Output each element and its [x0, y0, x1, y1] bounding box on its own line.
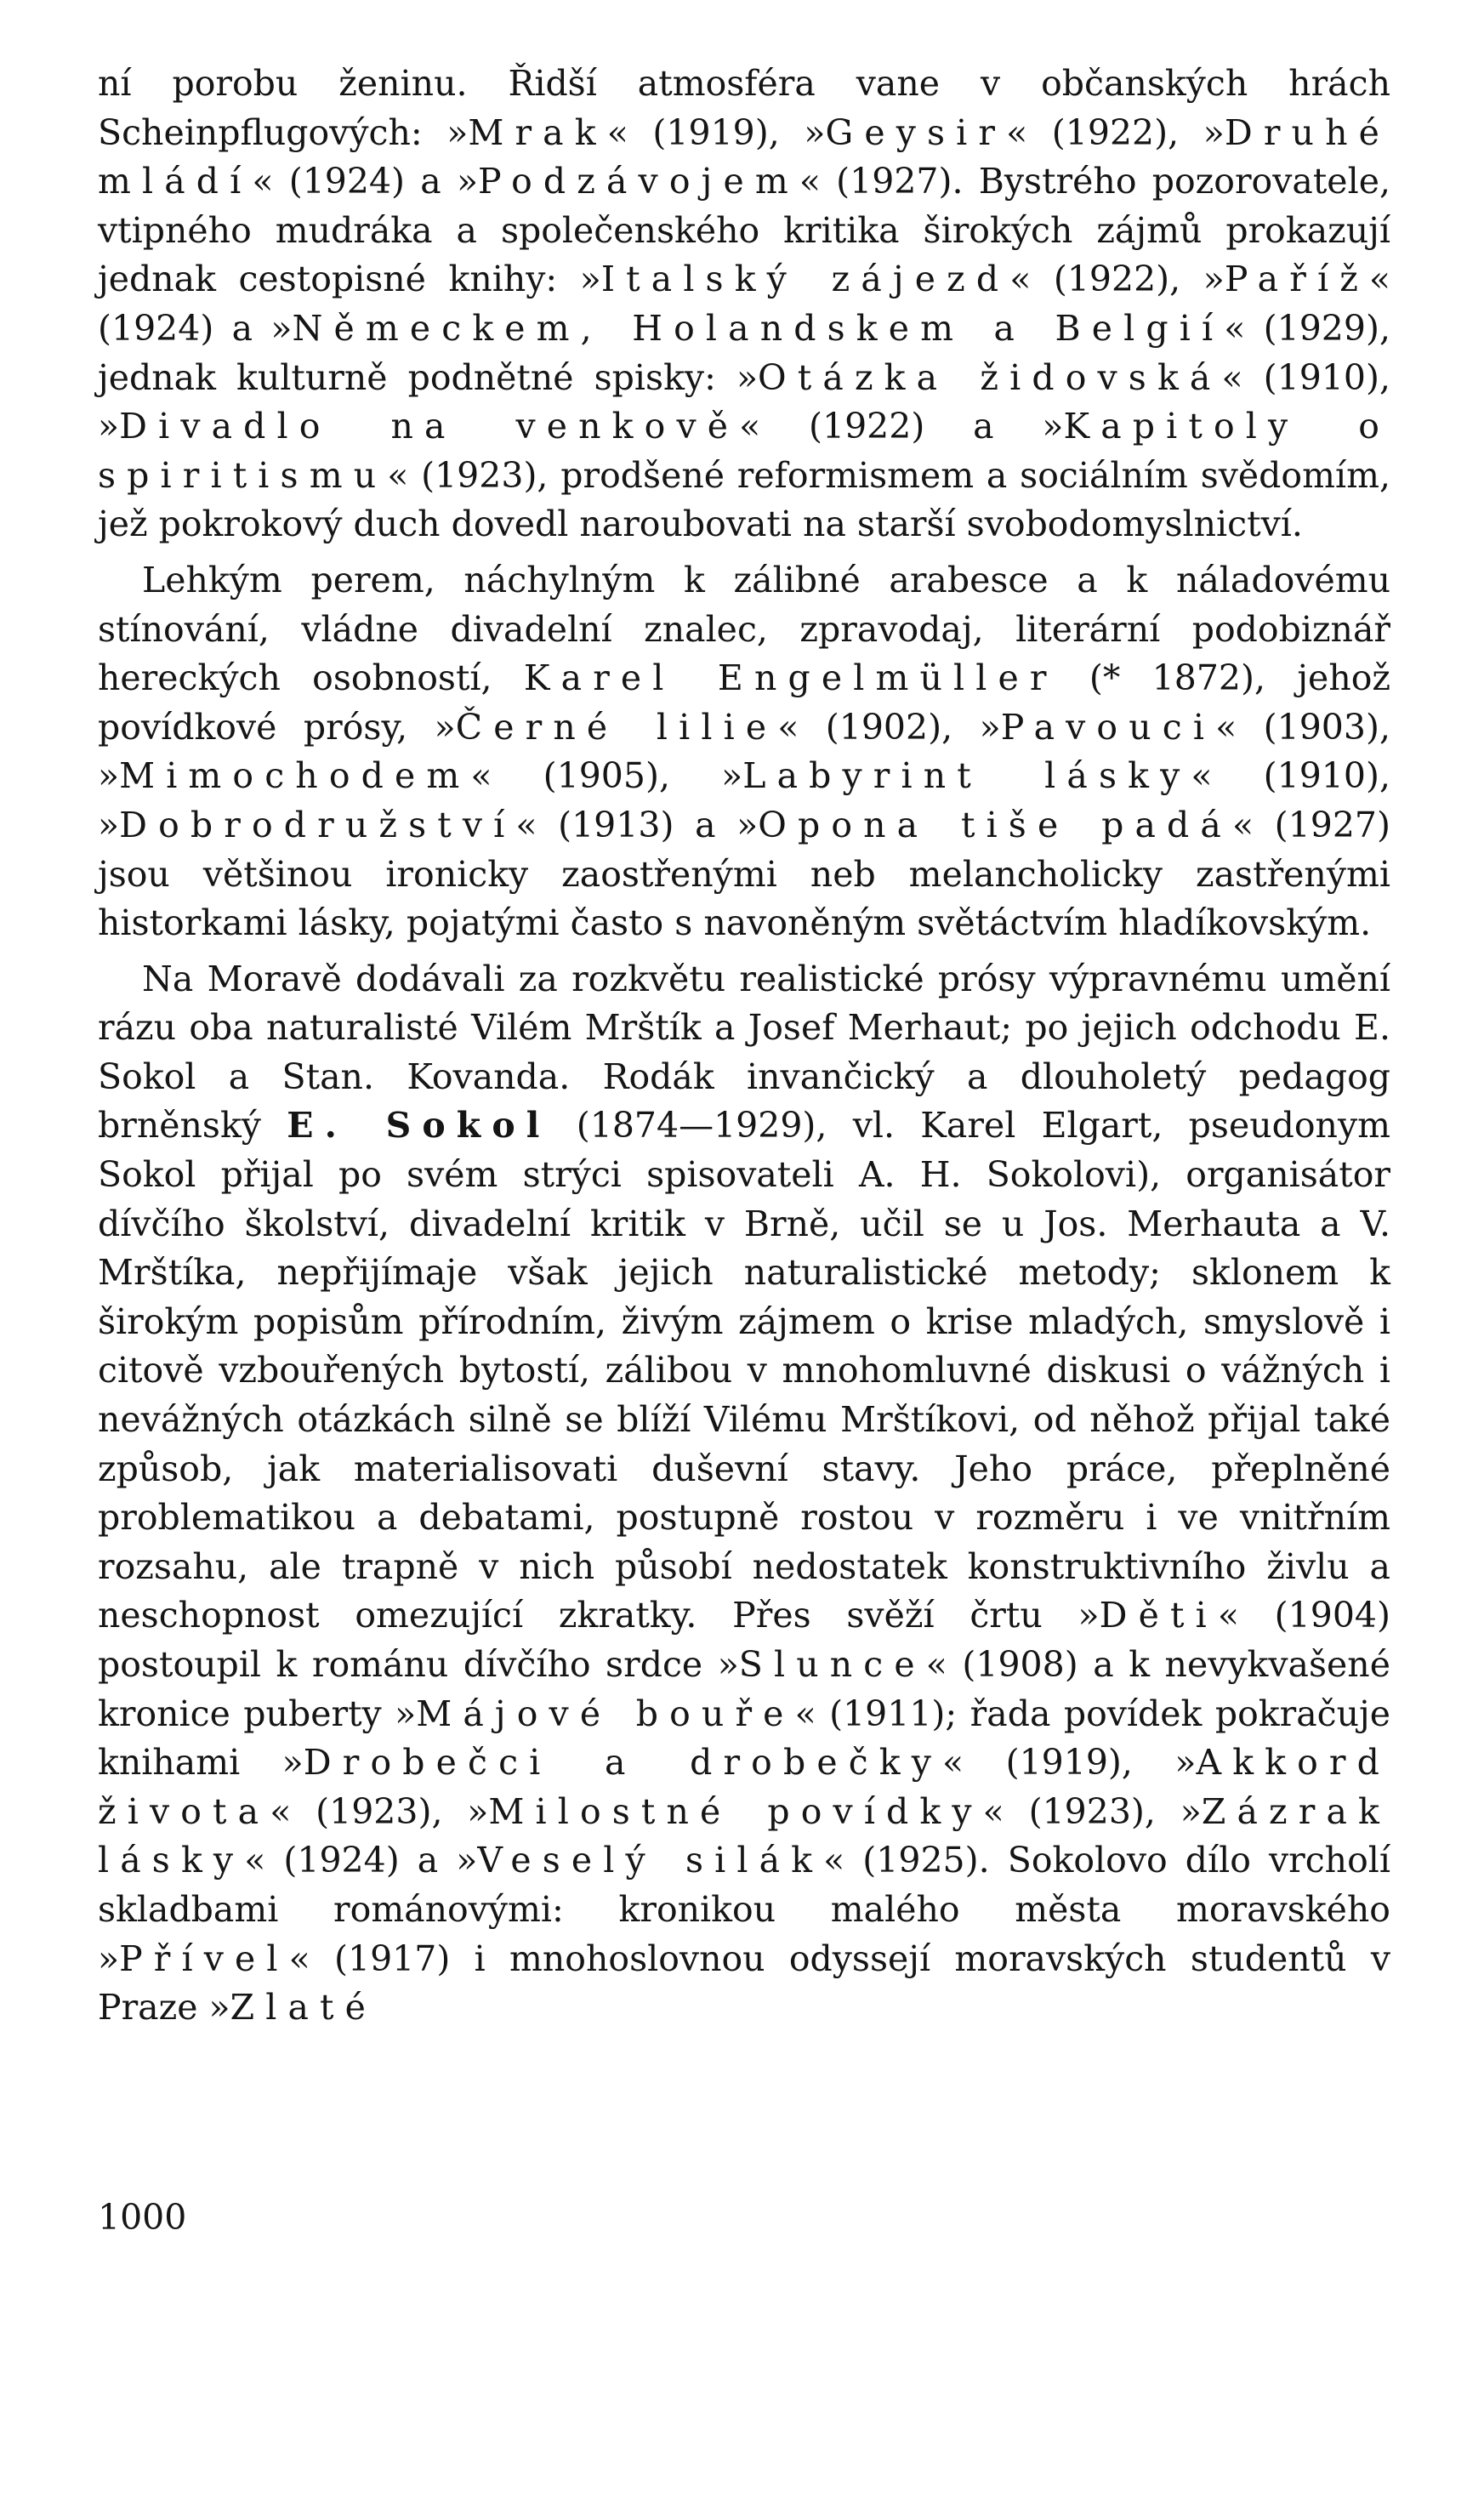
spaced-title: Akkord života [98, 1742, 1391, 1832]
spaced-title: Drobečci a drobečky [303, 1742, 943, 1784]
spaced-title: Divadlo na venkově [119, 406, 740, 447]
spaced-title: Májové bouře [416, 1693, 795, 1734]
text-run: « (1913) a » [515, 804, 759, 845]
spaced-title: Podzávojem [478, 161, 799, 202]
paragraph-2 [98, 556, 1390, 948]
text-run: « (1917) i mnohoslovnou odyssejí moravských studentů v Praze » [98, 1937, 1390, 2029]
spaced-title: Otázka židovská [758, 356, 1222, 398]
spaced-title: Veselý silák [477, 1840, 824, 1881]
spaced-title: Děti [1099, 1595, 1218, 1636]
text-run: « (1910), » [98, 755, 1390, 845]
text-run: « (1923), » [270, 1790, 489, 1832]
spaced-title: Dobrodružství [119, 804, 516, 845]
spaced-title: Přível [119, 1937, 289, 1979]
spaced-title: Paříž [1224, 259, 1369, 300]
text-run: « (1925). Sokolovo dílo vrcholí skladbami románovými: kronikou malého města moravského » [98, 1840, 1391, 1979]
spaced-title: Milostné povídky [488, 1790, 983, 1832]
page-text-block [98, 60, 1390, 2033]
text-run: « (1904) postoupil k románu dívčího srdce » [98, 1595, 1390, 1685]
spaced-title: Labyrint lásky [742, 755, 1191, 797]
paragraph-3 [98, 955, 1390, 2033]
text-run: « (1908) a k nevykvašené kronice puberty » [98, 1644, 1390, 1734]
text-run: Na Moravě dodávali za rozkvětu realistické prósy výpravnému umění rázu oba naturalisté Vilém Mrštík a Josef Merhaut; po jejich odchodu E. Sokol a Stan. Kovanda. Rodák invančický a dlouholetý pedagog brněnský [98, 958, 1390, 1147]
text-run: ní porobu ženinu. Řidší atmosféra vane v občanských hrách Scheinpflugových: » [98, 63, 1390, 153]
text-run: (1874—1929), vl. Karel Elgart, pseudonym Sokol přijal po svém strýci spisovateli A. H. Sokolovi), organisátor dívčího školství, divadelní kritik v Brně, učil se u Jos. Merhauta a V. Mrštíka, nepřijímaje však jejich naturalistické metody; sklonem k širokým popisům přírodním, živým zájmem o krise mladých, smyslově i citově vzbouřených bytostí, zálibou v mnohomluvné diskusi o vážných i nevážných otázkách silně se blíží Vilému Mrštíkovi, od něhož přijal také způsob, jak materialisovati duševní stavy. Jeho práce, přeplněné problematikou a debatami, postupně rostou v rozměru i ve vnitřním rozsahu, ale trapně v nich působí nedostatek konstruktivního živlu a neschopnost omezující zkratky. Přes svěží črtu » [98, 1105, 1391, 1636]
text-run: « (1922), » [1006, 111, 1225, 153]
text-run: « (1919), » [606, 111, 826, 153]
spaced-title: Mimochodem [119, 755, 471, 797]
text-run: « (1929), jednak kulturně podnětné spisky: » [98, 307, 1391, 398]
spaced-title: Zázrak lásky [98, 1790, 1390, 1881]
text-run: « (1922) a » [739, 406, 1064, 447]
text-run: « (1919), » [942, 1742, 1197, 1784]
spaced-title: Druhé mládí [98, 111, 1390, 202]
text-run: « (1902), » [777, 706, 1001, 748]
text-run: « (1905), » [470, 755, 743, 797]
text-run: « (1927). Bystrého pozorovatele, vtipného mudráka a společenského kritika širokých zájmů prokazují jednak cestopisné knihy: » [98, 161, 1390, 300]
spaced-title: Pavouci [1000, 706, 1216, 748]
spaced-title: E. Sokol [287, 1105, 551, 1147]
spaced-title: Německem, Holandskem a Belgií [292, 307, 1225, 349]
spaced-title: Opona tiše padá [758, 804, 1232, 845]
paragraph-1 [98, 60, 1390, 549]
text-run: « (1924) a » [244, 1840, 478, 1881]
page-number: 1000 [98, 2197, 187, 2238]
text-run: Lehkým perem, náchylným k zálibné arabesce a k náladovému stínování, vládne divadelní znalec, zpravodaj, literární podobiznář hereckých osobností, [98, 559, 1390, 699]
text-run: « (1924) a » [252, 161, 479, 202]
spaced-title: Mrak [468, 111, 607, 153]
text-run: « (1903), » [98, 706, 1390, 797]
spaced-title: Černé lilie [455, 706, 778, 748]
spaced-title: Kapitoly o spiritismu [98, 406, 1390, 496]
text-run: « (1923), prodšené reformismem a sociálním svědomím, jež pokrokový duch dovedl naroubovati na starší svobodomyslnictví. [98, 454, 1390, 545]
text-run: « (1923), » [982, 1790, 1202, 1832]
text-run: (* 1872), jehož povídkové prósy, » [98, 657, 1391, 748]
text-run: « (1924) a » [98, 259, 1391, 349]
text-run: « (1922), » [1009, 259, 1225, 300]
spaced-title: Slunce [738, 1644, 926, 1685]
spaced-title: Zlaté [230, 1987, 378, 2029]
spaced-title: Geysir [825, 111, 1007, 153]
text-run: « (1927) jsou většinou ironicky zaostřenými neb melancholicky zastřenými historkami lásky, pojatými často s navoněným světáctvím hladíkovským. [98, 804, 1391, 944]
spaced-title: Karel Engelmüller [523, 657, 1058, 699]
text-run: « (1910), » [98, 356, 1391, 447]
spaced-title: Italský zájezd [600, 259, 1010, 300]
text-run: « (1911); řada povídek pokračuje knihami » [98, 1693, 1390, 1784]
